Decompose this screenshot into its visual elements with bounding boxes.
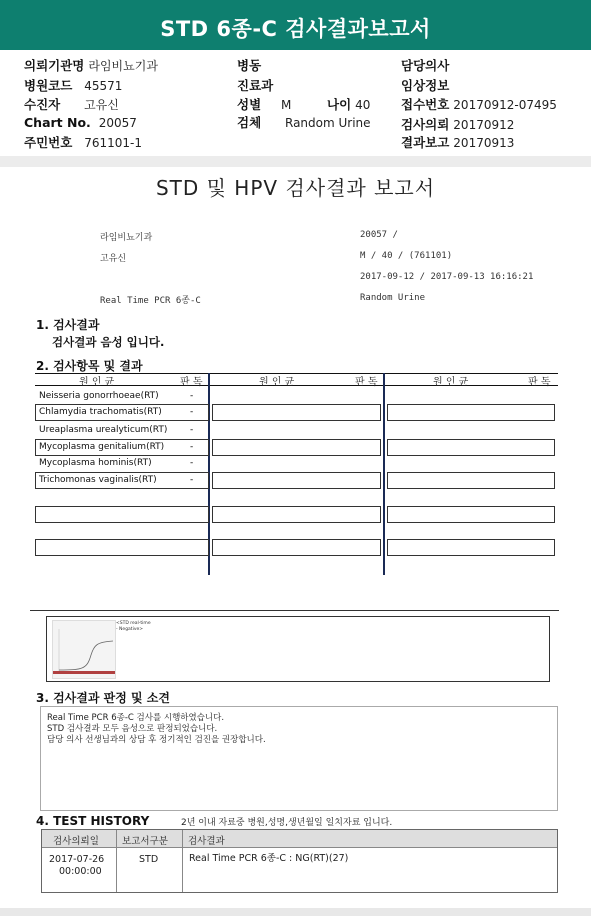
empty-box-mid-3 <box>212 472 381 489</box>
organism-row-6: Trichomonas vaginalis(RT) <box>39 475 157 485</box>
col-judgement-3: 판 독 <box>528 377 551 388</box>
empty-box-mid-1 <box>212 404 381 421</box>
opinion-line-1: Real Time PCR 6종-C 검사를 시행하였습니다. <box>47 713 225 723</box>
report-title-bar <box>0 0 591 50</box>
history-header-rule <box>42 847 557 848</box>
result-row-3: - <box>190 425 194 435</box>
section-4-title: 4. TEST HISTORY <box>36 814 150 828</box>
col-organism-3: 원 인 균 <box>433 377 469 388</box>
results-grid <box>35 373 558 575</box>
hospital-code-row: 병원코드 45571 <box>24 78 123 93</box>
opinion-line-3: 담당 의사 선생님과의 상담 후 정기적인 검진을 권장합니다. <box>47 735 266 745</box>
report-sex-age: M / 40 / (761101) <box>360 251 453 261</box>
report-test-name: Real Time PCR 6종-C <box>100 296 201 306</box>
section-2-title: 2. 검사항목 및 결과 <box>36 359 143 373</box>
history-row-date: 2017-07-26 <box>49 854 105 865</box>
history-col-result: 검사결과 <box>188 836 225 847</box>
organism-row-1: Neisseria gonorrhoeae(RT) <box>39 391 159 401</box>
pcr-graph-caption <box>116 621 151 633</box>
empty-box-mid-4 <box>212 506 381 523</box>
organism-row-5: Mycoplasma hominis(RT) <box>39 458 152 468</box>
result-row-2: - <box>190 407 194 417</box>
empty-box-mid-2 <box>212 439 381 456</box>
history-header <box>42 830 557 847</box>
pcr-caption-line-1: <STD real-time <box>116 621 151 626</box>
specimen-row: 검체 Random Urine <box>237 115 371 130</box>
opinion-line-2: STD 검사결과 모두 음성으로 판정되었습니다. <box>47 724 218 734</box>
result-row-1: - <box>190 391 194 401</box>
report-dates: 2017-09-12 / 2017-09-13 16:16:21 <box>360 272 534 282</box>
ward-row: 병동 <box>237 58 262 73</box>
organism-row-3: Ureaplasma urealyticum(RT) <box>39 425 168 435</box>
history-col-type: 보고서구분 <box>122 836 168 847</box>
history-row-result: Real Time PCR 6종-C : NG(RT)(27) <box>189 853 349 864</box>
patient-row: 수진자 고유신 <box>24 97 119 112</box>
doctor-row: 담당의사 <box>401 58 450 73</box>
bottom-bar <box>0 908 591 916</box>
report-heading: STD 및 HPV 검사결과 보고서 <box>155 176 436 200</box>
history-note: 2년 이내 자료중 병원,성명,생년월일 일치자료 입니다. <box>181 818 393 828</box>
col-organism-1: 원 인 균 <box>79 377 115 388</box>
section-3-title: 3. 검사결과 판정 및 소견 <box>36 691 170 705</box>
pcr-graph-panel <box>46 616 550 682</box>
empty-box-right-4 <box>387 506 555 523</box>
col-organism-2: 원 인 균 <box>259 377 295 388</box>
resident-row: 주민번호 761101-1 <box>24 135 143 150</box>
result-row-4: - <box>190 442 194 452</box>
col-judgement-2: 판 독 <box>355 377 378 388</box>
opinion-box <box>40 706 558 811</box>
pcr-caption-line-2: - Negative> <box>116 627 144 632</box>
pcr-curve-thumbnail <box>52 620 116 679</box>
history-col-date: 검사의뢰일 <box>53 836 99 847</box>
sex-row: 성별 M <box>237 97 292 112</box>
section-1-title: 1. 검사결과 <box>36 318 100 332</box>
report-clinic: 라임비뇨기과 <box>100 233 153 243</box>
empty-box-left-2 <box>35 539 209 556</box>
clinical-row: 임상정보 <box>401 78 450 93</box>
patient-header <box>0 50 591 156</box>
age-row: 나이 40 <box>327 97 371 112</box>
column-divider-2 <box>383 373 385 575</box>
dept-row: 진료과 <box>237 78 274 93</box>
organism-row-2: Chlamydia trachomatis(RT) <box>39 407 162 417</box>
empty-box-left-1 <box>35 506 209 523</box>
empty-box-mid-5 <box>212 539 381 556</box>
pcr-curve-icon <box>53 621 115 678</box>
history-col-divider-2 <box>182 830 183 892</box>
section-1-text: 검사결과 음성 입니다. <box>52 335 165 349</box>
report-date-row: 결과보고 20170913 <box>401 135 515 150</box>
request-row: 검사의뢰 20170912 <box>401 117 515 132</box>
chart-row: Chart No. 20057 <box>24 115 137 130</box>
result-row-6: - <box>190 475 194 485</box>
history-row-time: 00:00:00 <box>59 866 102 877</box>
history-table <box>41 829 558 893</box>
empty-box-right-3 <box>387 472 555 489</box>
report-patient: 고유신 <box>100 254 127 264</box>
col-judgement-1: 판 독 <box>180 377 203 388</box>
accession-row: 접수번호 20170912-07495 <box>401 97 557 112</box>
report-chart: 20057 / <box>360 230 398 240</box>
empty-box-right-5 <box>387 539 555 556</box>
report-specimen: Random Urine <box>360 293 426 303</box>
section-divider <box>30 610 559 611</box>
history-col-divider-1 <box>116 830 117 892</box>
institution-row: 의뢰기관명 라임비뇨기과 <box>24 58 158 73</box>
result-row-5: - <box>190 458 194 468</box>
history-row-type: STD <box>139 854 159 865</box>
report-title: STD 6종-C 검사결과보고서 <box>160 17 431 41</box>
organism-row-4: Mycoplasma genitalium(RT) <box>39 442 165 452</box>
empty-box-right-2 <box>387 439 555 456</box>
empty-box-right-1 <box>387 404 555 421</box>
